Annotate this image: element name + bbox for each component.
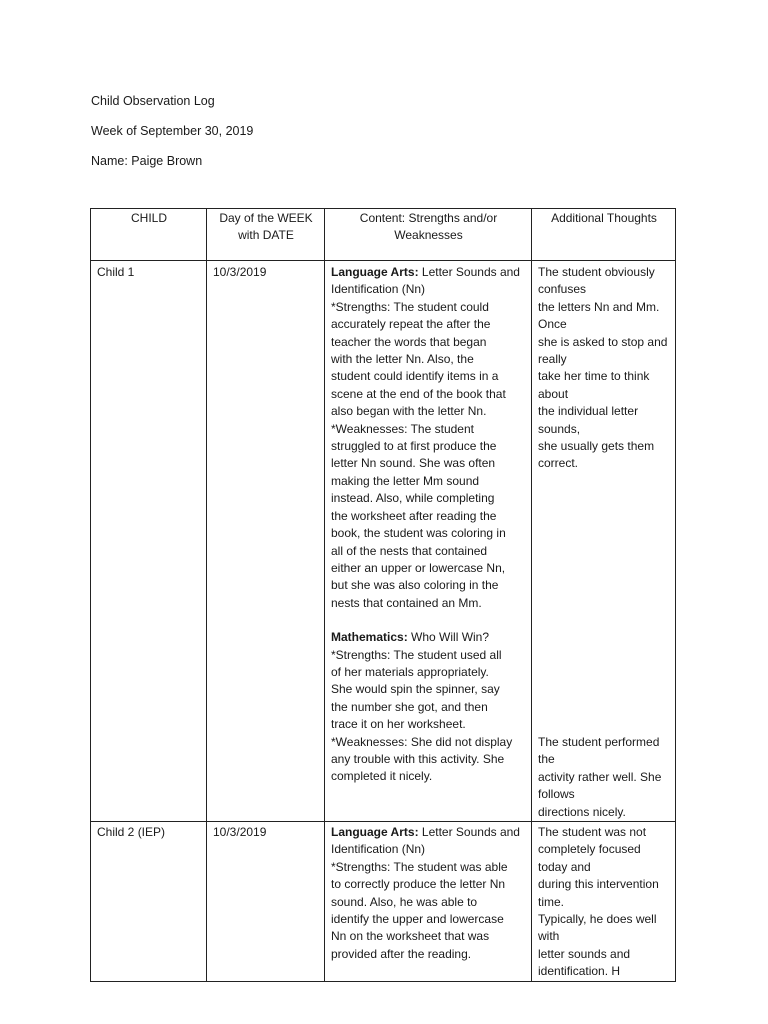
- table-row: [91, 261, 676, 822]
- thoughts-text: The student obviously confuses the letters Nn and Mm. Once she is asked to stop and really take her time to think about the individual letter sounds, she usually gets them correct.: [538, 265, 668, 471]
- col-header-date: Day of the WEEK with DATE: [207, 209, 325, 261]
- content-cell: [325, 821, 532, 981]
- content-block-language-arts: [331, 824, 526, 963]
- table-header-row: [91, 209, 676, 261]
- content-text: Who Will Win? *Strengths: The student used all of her materials appropriately. She would spin the spinner, say the number she got, and then trace it on her worksheet. *Weaknesses: She did not display any trouble with this activity. She completed it nicely.: [331, 630, 513, 784]
- content-text: Letter Sounds and Identification (Nn) *Strengths: The student was able to correctly produce the letter Nn sound. Also, he was able to identify the upper and lowercase Nn on the worksheet that was provided after the reading.: [331, 824, 520, 961]
- document-title: Child Observation Log: [91, 94, 215, 108]
- subject-label: Mathematics:: [331, 630, 408, 645]
- date-cell: 10/3/2019: [207, 261, 325, 822]
- child-cell: Child 1: [91, 261, 207, 822]
- child-cell: Child 2 (IEP): [91, 821, 207, 981]
- table-row: [91, 821, 676, 981]
- thoughts-text: The student performed the activity rather well. She follows directions nicely.: [538, 734, 662, 819]
- col-header-child: CHILD: [91, 209, 207, 261]
- content-block-mathematics: [331, 629, 526, 786]
- name-line: Name: Paige Brown: [91, 154, 203, 168]
- subject-label: Language Arts:: [331, 824, 419, 839]
- thoughts-cell: [532, 261, 676, 822]
- col-header-thoughts: Additional Thoughts: [532, 209, 676, 261]
- thoughts-cell: [532, 821, 676, 981]
- col-header-content: Content: Strengths and/or Weaknesses: [325, 209, 532, 261]
- thoughts-text: The student was not completely focused today and during this intervention time. Typically, he does well with letter sounds and identification. H: [538, 824, 659, 979]
- content-text: Letter Sounds and Identification (Nn) *Strengths: The student could accurately repeat the after the teacher the words that began with the letter Nn. Also, the student could identify items in a scene at the end of the book that also began with the letter Nn. *Weaknesses: The student struggled to at first produce the letter Nn sound. She was often making the letter Mm sound instead. Also, while completing the worksheet after reading the book, the student was coloring in all of the nests that contained either an upper or lowercase Nn, but she was also coloring in the nests that contained an Mm.: [331, 265, 520, 610]
- content-block-language-arts: [331, 264, 526, 612]
- observation-table: [90, 208, 676, 982]
- content-cell: [325, 261, 532, 822]
- subject-label: Language Arts:: [331, 265, 419, 279]
- week-line: Week of September 30, 2019: [91, 124, 254, 138]
- date-cell: 10/3/2019: [207, 821, 325, 981]
